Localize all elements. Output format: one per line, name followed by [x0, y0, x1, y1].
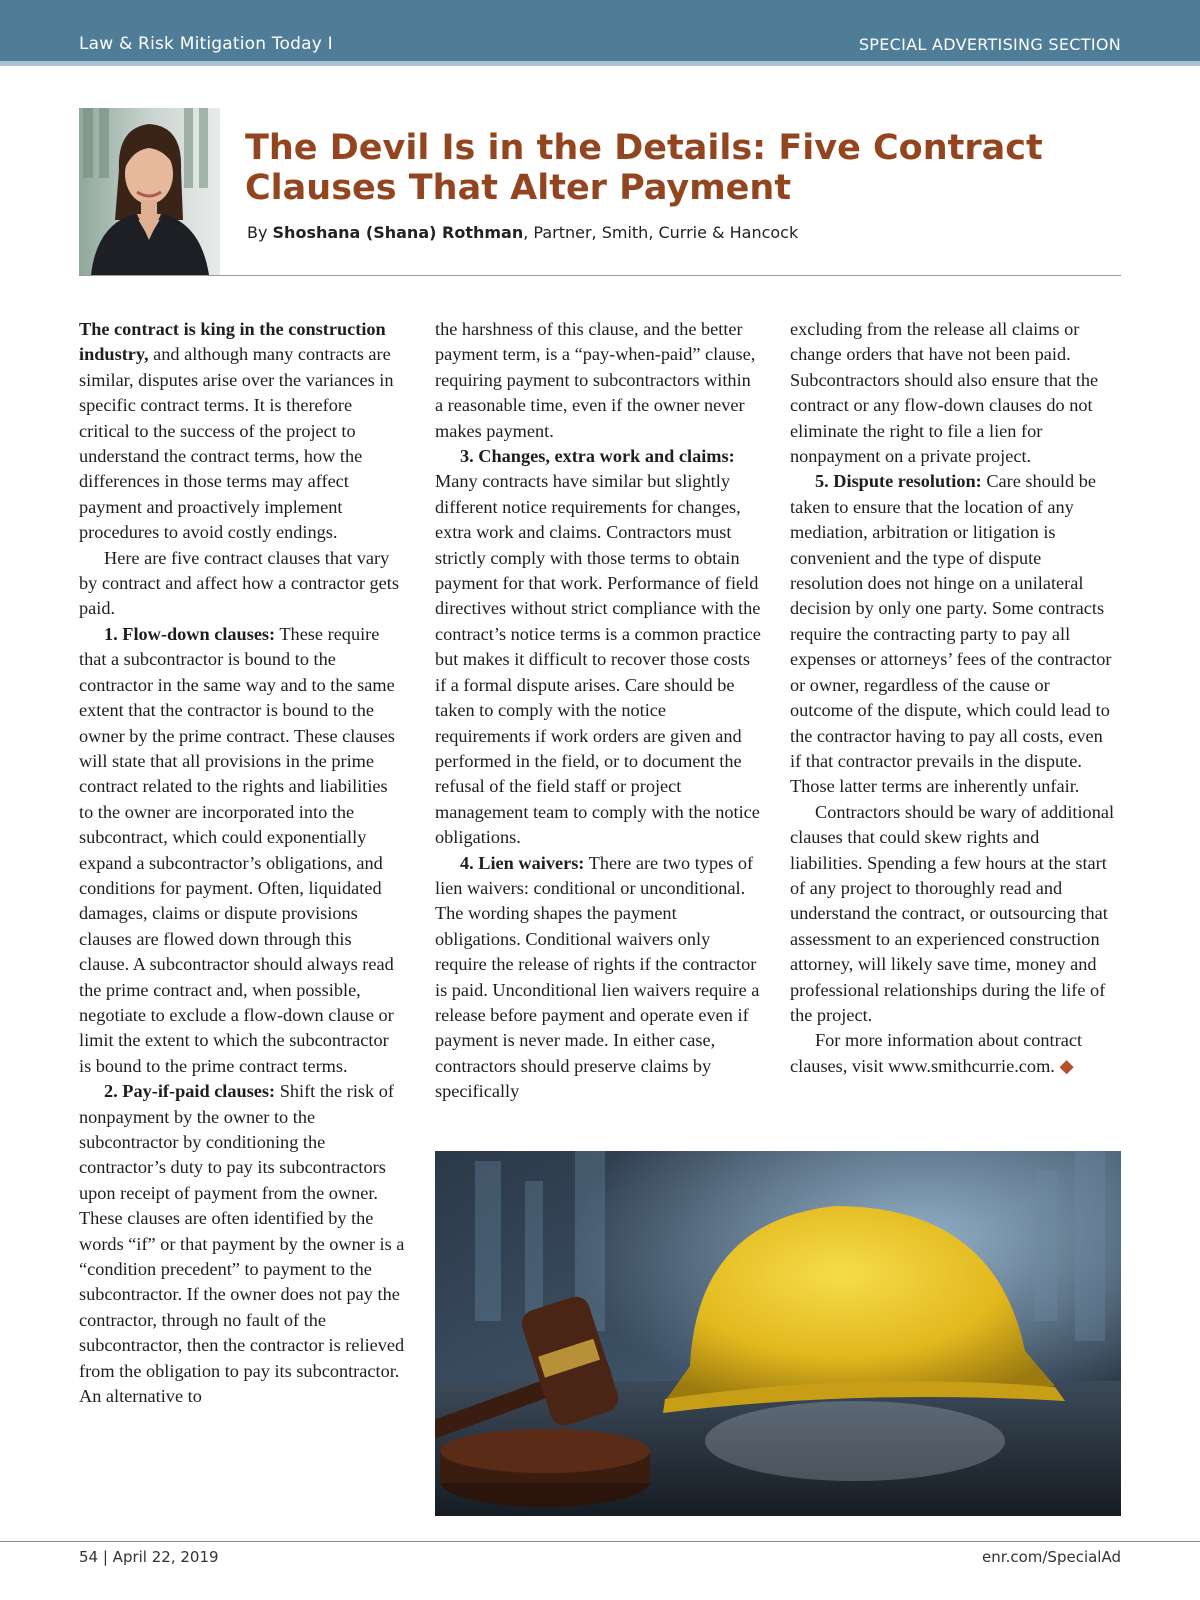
article-title-line-1: The Devil Is in the Details: Five Contract [245, 128, 1043, 168]
section-label: SPECIAL ADVERTISING SECTION [858, 35, 1121, 54]
clause-5-text: Care should be taken to ensure that the location of any mediation, arbitration or litigation is convenient and the type of dispute resolution does not hinge on a unilateral decision by only one party. Some contracts require the contracting party to pay all expenses or attorneys’ fees of the contractor or owner, regardless of the cause or outcome of the dispute, which could lead to the contractor having to pay all costs, even if that contractor prevails in the dispute. Those latter terms are inherently unfair. [790, 471, 1112, 797]
clause-1-text: These require that a subcontractor is bound to the contractor in the same way and to the same extent that the contractor is bound to the owner by the prime contract. These clauses will state that all provisions in the prime contract related to the rights and liabilities to the owner are incorporated into the subcontract, which could exponentially expand a subcontractor’s obligations, and conditions for payment. Often, liquidated damages, claims or dispute provisions clauses are flowed down through this clause. A subcontractor should always read the prime contract and, when possible, negotiate to exclude a flow-down clause or limit the extent to which the subcontractor is bound to the prime contract terms. [79, 623, 395, 1076]
footer-divider [0, 1541, 1200, 1542]
header-bar [0, 0, 1200, 66]
clause-1-heading: 1. Flow-down clauses: [104, 623, 276, 644]
byline [247, 223, 798, 242]
clause-3-heading: 3. Changes, extra work and claims: [460, 446, 735, 467]
intro-text: and although many contracts are similar, disputes arise over the variances in specific contract terms. It is therefore critical to the success of the project to understand the contract terms, how the differences in those terms may affect payment and proactively implement procedures to avoid costly endings. [79, 344, 394, 543]
more-info-paragraph [790, 1028, 1116, 1079]
gavel-hardhat-photo [435, 1151, 1121, 1516]
intro-lead: The contract is king in the construction industry, [79, 319, 386, 365]
intro-paragraph [79, 317, 405, 546]
clause-3-paragraph [435, 444, 761, 851]
clause-4-text: There are two types of lien waivers: conditional or unconditional. The wording shapes the payment obligations. Conditional waivers only require the release of rights if the contractor is paid. Unconditional lien waivers require a release before payment and operate even if payment is never made. In either case, contractors should preserve claims by specifically [435, 852, 760, 1102]
clause-3-text: Many contracts have similar but slightly different notice requirements for changes, extra work and claims. Contractors must strictly comply with those terms to obtain payment for that work. Performance of field directives without strict compliance with the contract’s notice terms is a common practice but makes it difficult to recover those costs if a formal dispute arises. Care should be taken to comply with the notice requirements if work orders are given and performed in the field, or to document the refusal of the field staff or project management team to comply with the notice obligations. [435, 471, 761, 848]
end-mark-diamond-icon: ◆ [1059, 1055, 1074, 1076]
conclusion-paragraph: Contractors should be wary of additional clauses that could skew rights and liabilities. Spending a few hours at the start of any project to thoroughly read and understand the contract, or outsourcing that assessment to an experienced construction attorney, will likely save time, money and professional relationships during the life of the project. [790, 801, 1115, 1025]
publication-name: Law & Risk Mitigation Today I [79, 34, 333, 54]
overview-paragraph: Here are five contract clauses that vary by contract and affect how a contractor gets paid. [79, 547, 399, 619]
page-number-date: 54 | April 22, 2019 [79, 1548, 219, 1566]
column-2 [435, 317, 761, 1105]
clause-1-paragraph [79, 622, 405, 1079]
title-divider [79, 275, 1121, 276]
clause-2-paragraph [79, 1079, 405, 1409]
column-3 [790, 317, 1116, 1079]
pay-when-paid-paragraph: the harshness of this clause, and the better payment term, is a “pay-when-paid” clause, requiring payment to subcontractors within a reasonable time, even if the owner never makes payment. [435, 319, 756, 441]
article-title-line-2: Clauses That Alter Payment [245, 168, 792, 208]
clause-4-paragraph [435, 851, 761, 1105]
article-title [245, 128, 1105, 208]
lien-continuation-paragraph: excluding from the release all claims or change orders that have not been paid. Subcontractors should also ensure that the contract or any flow-down clauses do not eliminate the right to file a lien for nonpayment on a private project. [790, 319, 1099, 467]
clause-2-text: Shift the risk of nonpayment by the owner to the subcontractor by conditioning the contractor’s duty to pay its subcontractors upon receipt of payment from the owner. These clauses are often identified by the words “if” or that payment by the owner is a “condition precedent” to payment to the subcontractor. If the owner does not pay the contractor, through no fault of the subcontractor, then the contractor is relieved from the obligation to pay its subcontractor. An alternative to [79, 1081, 405, 1407]
author-name: Shoshana (Shana) Rothman [272, 223, 524, 242]
more-info-text: For more information about contract clauses, visit www.smithcurrie.com. [790, 1030, 1083, 1076]
author-role: , Partner, Smith, Currie & Hancock [523, 223, 799, 242]
footer-url: enr.com/SpecialAd [982, 1548, 1121, 1566]
byline-prefix: By [247, 223, 273, 242]
clause-5-heading: 5. Dispute resolution: [815, 471, 982, 492]
clause-2-heading: 2. Pay-if-paid clauses: [104, 1081, 276, 1102]
clause-4-heading: 4. Lien waivers: [460, 852, 585, 873]
column-1 [79, 317, 405, 1409]
author-photo [79, 108, 220, 275]
clause-5-paragraph [790, 469, 1116, 799]
